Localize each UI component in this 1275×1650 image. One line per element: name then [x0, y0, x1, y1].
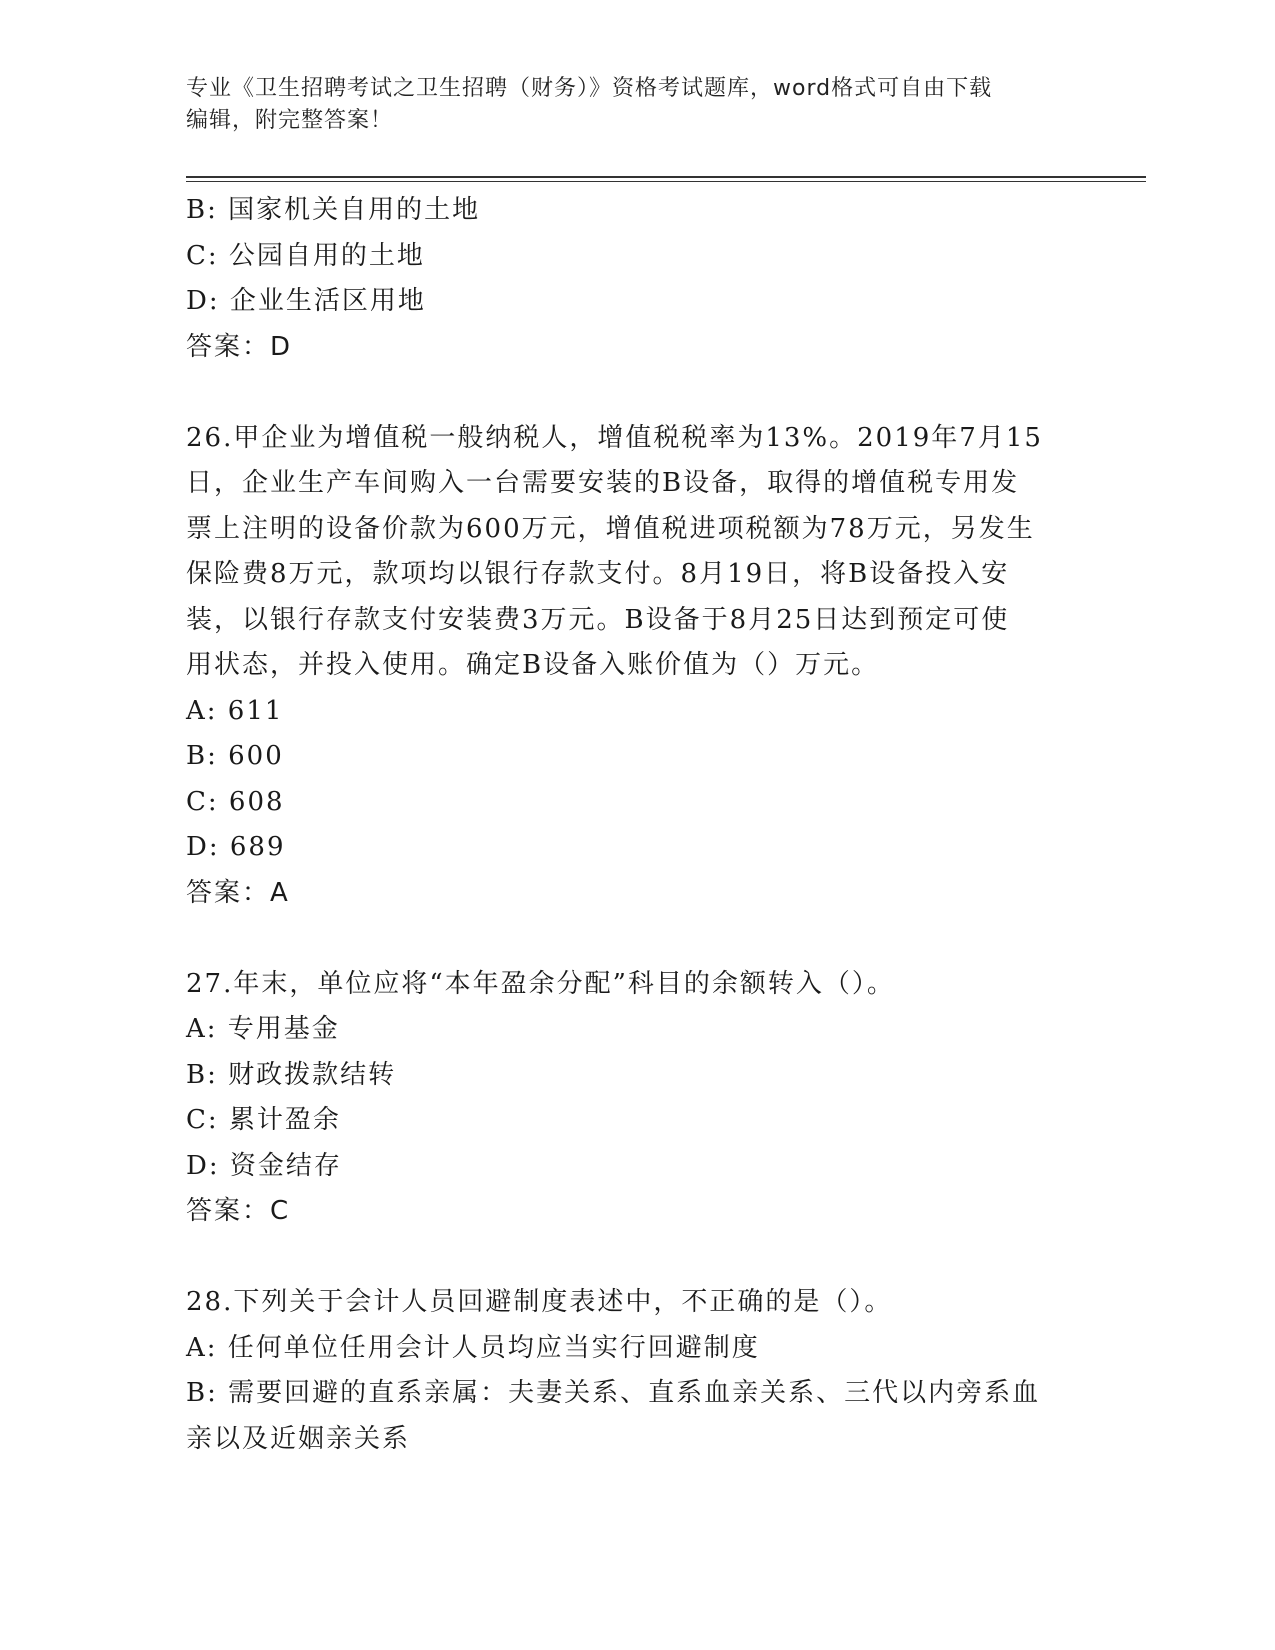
option-d: D: 企业生活区用地	[186, 286, 426, 316]
question-28	[186, 1280, 1076, 1462]
question-stem-line: 26.甲企业为增值税一般纳税人，增值税税率为13%。2019年7月15	[186, 422, 1043, 453]
option-b: B: 国家机关自用的土地	[186, 195, 481, 225]
option-d: D: 资金结存	[186, 1150, 342, 1181]
option-b: B: 需要回避的直系亲属：夫妻关系、直系血亲关系、三代以内旁系血	[186, 1378, 1041, 1408]
question-list	[186, 188, 1076, 1462]
option-c: C: 公园自用的土地	[186, 240, 425, 271]
option-c: C: 608	[186, 786, 285, 817]
question-stem-line: 27.年末，单位应将“本年盈余分配”科目的余额转入（）。	[186, 968, 895, 999]
header-rule-thick	[186, 176, 1146, 178]
option-c: C: 累计盈余	[186, 1105, 341, 1135]
question-stem-line: 日，企业生产车间购入一台需要安装的B设备，取得的增值税专用发	[186, 468, 1020, 498]
spacer	[186, 916, 1076, 962]
answer-line: 答案：D	[186, 331, 293, 362]
answer-line: 答案：C	[186, 1196, 291, 1226]
question-stem-line: 用状态，并投入使用。确定B设备入账价值为（）万元。	[186, 650, 880, 680]
question-stem-line: 保险费8万元，款项均以银行存款支付。8月19日，将B设备投入安	[186, 559, 1010, 589]
option-a: A: 611	[186, 695, 284, 726]
header-line-2: 编辑，附完整答案！	[186, 108, 394, 133]
question-stem-line: 28.下列关于会计人员回避制度表述中，不正确的是（）。	[186, 1287, 893, 1317]
question-25-continued	[186, 188, 1076, 370]
question-stem-line: 票上注明的设备价款为600万元，增值税进项税额为78万元，另发生	[186, 513, 1035, 544]
answer-line: 答案：A	[186, 877, 290, 908]
header-rule-thin	[186, 181, 1146, 182]
option-b: B: 600	[186, 741, 284, 771]
option-d: D: 689	[186, 832, 286, 862]
document-header	[186, 73, 1086, 137]
option-b: B: 财政拨款结转	[186, 1059, 397, 1090]
question-26	[186, 416, 1076, 917]
spacer	[186, 370, 1076, 416]
spacer	[186, 1235, 1076, 1281]
option-a: A: 任何单位任用会计人员均应当实行回避制度	[186, 1332, 760, 1363]
question-27	[186, 962, 1076, 1235]
option-b-continued: 亲以及近姻亲关系	[186, 1423, 411, 1454]
option-a: A: 专用基金	[186, 1014, 340, 1044]
question-stem-line: 装，以银行存款支付安装费3万元。B设备于8月25日达到预定可使	[186, 604, 1010, 635]
header-line-1: 专业《卫生招聘考试之卫生招聘（财务）》资格考试题库，word格式可自由下载	[186, 76, 993, 101]
